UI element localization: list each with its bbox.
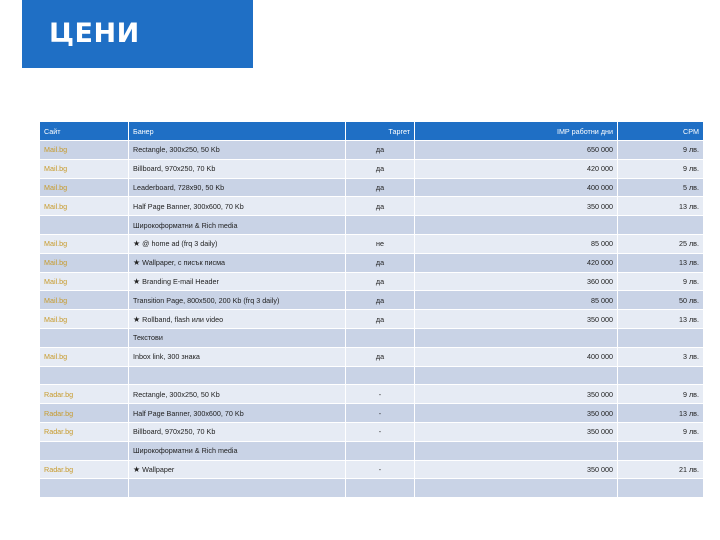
- site-cell: [40, 141, 128, 159]
- site-name: Radar.bg: [44, 464, 74, 474]
- banner-label: Half Page Banner, 300x600, 70 Kb: [133, 408, 244, 418]
- site-name: Radar.bg: [44, 389, 74, 399]
- header-target: Таргет: [346, 122, 414, 140]
- site-name: Mail.bg: [44, 352, 68, 362]
- star-icon: ★: [133, 314, 141, 324]
- empty-cell: [129, 367, 345, 385]
- site-cell: [40, 291, 128, 309]
- header-site: Сайт: [40, 122, 128, 140]
- banner-label: Rectangle, 300x250, 50 Kb: [133, 389, 220, 399]
- section-row: [40, 216, 703, 234]
- banner-cell: [129, 254, 345, 272]
- header-impressions: IMP работни дни: [415, 122, 617, 140]
- star-icon: ★: [133, 258, 141, 268]
- target-cell: да: [346, 291, 414, 309]
- cpm-cell: 9 лв.: [618, 160, 703, 178]
- impressions-cell: 85 000: [415, 235, 617, 253]
- cpm-cell: 3 лв.: [618, 348, 703, 366]
- spacer-row: [40, 367, 703, 385]
- header-banner: Банер: [129, 122, 345, 140]
- cpm-cell: 5 лв.: [618, 179, 703, 197]
- banner-label: Branding E-mail Header: [142, 276, 219, 286]
- site-cell: [40, 235, 128, 253]
- section-label: Текстови: [129, 329, 345, 347]
- empty-cell: [40, 329, 128, 347]
- site-cell: [40, 385, 128, 403]
- banner-label: Billboard, 970x250, 70 Kb: [133, 164, 216, 174]
- site-cell: [40, 197, 128, 215]
- empty-cell: [346, 479, 414, 497]
- site-name: Radar.bg: [44, 427, 74, 437]
- empty-cell: [415, 442, 617, 460]
- cpm-cell: 13 лв.: [618, 197, 703, 215]
- banner-cell: [129, 404, 345, 422]
- site-name: Mail.bg: [44, 295, 68, 305]
- site-cell: [40, 461, 128, 479]
- cpm-cell: 9 лв.: [618, 141, 703, 159]
- table-row: [40, 160, 703, 178]
- banner-cell: [129, 291, 345, 309]
- star-icon: ★: [133, 276, 141, 286]
- impressions-cell: 650 000: [415, 141, 617, 159]
- star-icon: ★: [133, 239, 141, 249]
- table-row: [40, 404, 703, 422]
- cpm-cell: 13 лв.: [618, 310, 703, 328]
- impressions-cell: 350 000: [415, 404, 617, 422]
- target-cell: да: [346, 348, 414, 366]
- table-row: [40, 461, 703, 479]
- cpm-cell: 9 лв.: [618, 385, 703, 403]
- site-name: Mail.bg: [44, 182, 68, 192]
- empty-cell: [618, 216, 703, 234]
- cpm-cell: 13 лв.: [618, 404, 703, 422]
- table-row: [40, 254, 703, 272]
- table-row: [40, 197, 703, 215]
- site-cell: [40, 160, 128, 178]
- site-cell: [40, 404, 128, 422]
- site-cell: [40, 179, 128, 197]
- empty-cell: [40, 479, 128, 497]
- empty-cell: [129, 479, 345, 497]
- banner-label: Half Page Banner, 300x600, 70 Kb: [133, 201, 244, 211]
- site-name: Mail.bg: [44, 314, 68, 324]
- table-row: [40, 348, 703, 366]
- banner-cell: [129, 273, 345, 291]
- section-row: [40, 442, 703, 460]
- cpm-cell: 25 лв.: [618, 235, 703, 253]
- banner-label: Rectangle, 300x250, 50 Kb: [133, 145, 220, 155]
- impressions-cell: 350 000: [415, 385, 617, 403]
- site-cell: [40, 348, 128, 366]
- table-row: [40, 291, 703, 309]
- table-row: [40, 310, 703, 328]
- banner-cell: [129, 197, 345, 215]
- banner-cell: [129, 141, 345, 159]
- site-name: Mail.bg: [44, 258, 68, 268]
- site-cell: [40, 310, 128, 328]
- impressions-cell: 350 000: [415, 423, 617, 441]
- impressions-cell: 350 000: [415, 461, 617, 479]
- table-row: [40, 273, 703, 291]
- target-cell: да: [346, 141, 414, 159]
- target-cell: да: [346, 197, 414, 215]
- target-cell: -: [346, 404, 414, 422]
- table-header-row: [40, 122, 703, 140]
- empty-cell: [346, 442, 414, 460]
- banner-label: Leaderboard, 728x90, 50 Kb: [133, 182, 225, 192]
- section-label: Широкоформатни & Rich media: [129, 216, 345, 234]
- price-table: [39, 121, 704, 498]
- cpm-cell: 13 лв.: [618, 254, 703, 272]
- target-cell: -: [346, 385, 414, 403]
- banner-cell: [129, 385, 345, 403]
- banner-label: Inbox link, 300 знака: [133, 352, 200, 362]
- star-icon: ★: [133, 464, 141, 474]
- site-name: Mail.bg: [44, 164, 68, 174]
- impressions-cell: 420 000: [415, 254, 617, 272]
- banner-label: Transition Page, 800x500, 200 Kb (frq 3 daily): [133, 295, 280, 305]
- site-name: Mail.bg: [44, 145, 68, 155]
- target-cell: да: [346, 310, 414, 328]
- impressions-cell: 400 000: [415, 348, 617, 366]
- section-row: [40, 329, 703, 347]
- empty-cell: [415, 479, 617, 497]
- empty-cell: [40, 216, 128, 234]
- banner-cell: [129, 348, 345, 366]
- header-cpm: CPM: [618, 122, 703, 140]
- banner-cell: [129, 235, 345, 253]
- site-name: Mail.bg: [44, 201, 68, 211]
- site-name: Mail.bg: [44, 276, 68, 286]
- cpm-cell: 50 лв.: [618, 291, 703, 309]
- cpm-cell: 9 лв.: [618, 423, 703, 441]
- section-label: Широкоформатни & Rich media: [129, 442, 345, 460]
- empty-cell: [346, 329, 414, 347]
- empty-cell: [618, 442, 703, 460]
- impressions-cell: 400 000: [415, 179, 617, 197]
- table-row: [40, 141, 703, 159]
- empty-cell: [415, 216, 617, 234]
- banner-cell: [129, 310, 345, 328]
- impressions-cell: 360 000: [415, 273, 617, 291]
- cpm-cell: 9 лв.: [618, 273, 703, 291]
- page-title: ЦЕНИ: [22, 0, 253, 68]
- empty-cell: [618, 367, 703, 385]
- impressions-cell: 350 000: [415, 197, 617, 215]
- table-row: [40, 385, 703, 403]
- banner-label: Wallpaper: [142, 464, 175, 474]
- target-cell: да: [346, 254, 414, 272]
- target-cell: да: [346, 273, 414, 291]
- spacer-row: [40, 479, 703, 497]
- table-row: [40, 235, 703, 253]
- banner-cell: [129, 461, 345, 479]
- site-cell: [40, 423, 128, 441]
- banner-label: Rollband, flash или video: [142, 314, 224, 324]
- target-cell: да: [346, 160, 414, 178]
- impressions-cell: 350 000: [415, 310, 617, 328]
- cpm-cell: 21 лв.: [618, 461, 703, 479]
- empty-cell: [415, 367, 617, 385]
- empty-cell: [618, 479, 703, 497]
- empty-cell: [40, 442, 128, 460]
- banner-cell: [129, 423, 345, 441]
- empty-cell: [618, 329, 703, 347]
- table-row: [40, 423, 703, 441]
- target-cell: да: [346, 179, 414, 197]
- target-cell: -: [346, 423, 414, 441]
- banner-label: Wallpaper, с писък писма: [142, 258, 226, 268]
- empty-cell: [40, 367, 128, 385]
- site-name: Radar.bg: [44, 408, 74, 418]
- banner-label: @ home ad (frq 3 daily): [142, 239, 218, 249]
- banner-label: Billboard, 970x250, 70 Kb: [133, 427, 216, 437]
- target-cell: не: [346, 235, 414, 253]
- impressions-cell: 420 000: [415, 160, 617, 178]
- table-row: [40, 179, 703, 197]
- banner-cell: [129, 160, 345, 178]
- empty-cell: [346, 367, 414, 385]
- banner-cell: [129, 179, 345, 197]
- site-cell: [40, 273, 128, 291]
- impressions-cell: 85 000: [415, 291, 617, 309]
- site-cell: [40, 254, 128, 272]
- target-cell: -: [346, 461, 414, 479]
- empty-cell: [415, 329, 617, 347]
- site-name: Mail.bg: [44, 239, 68, 249]
- empty-cell: [346, 216, 414, 234]
